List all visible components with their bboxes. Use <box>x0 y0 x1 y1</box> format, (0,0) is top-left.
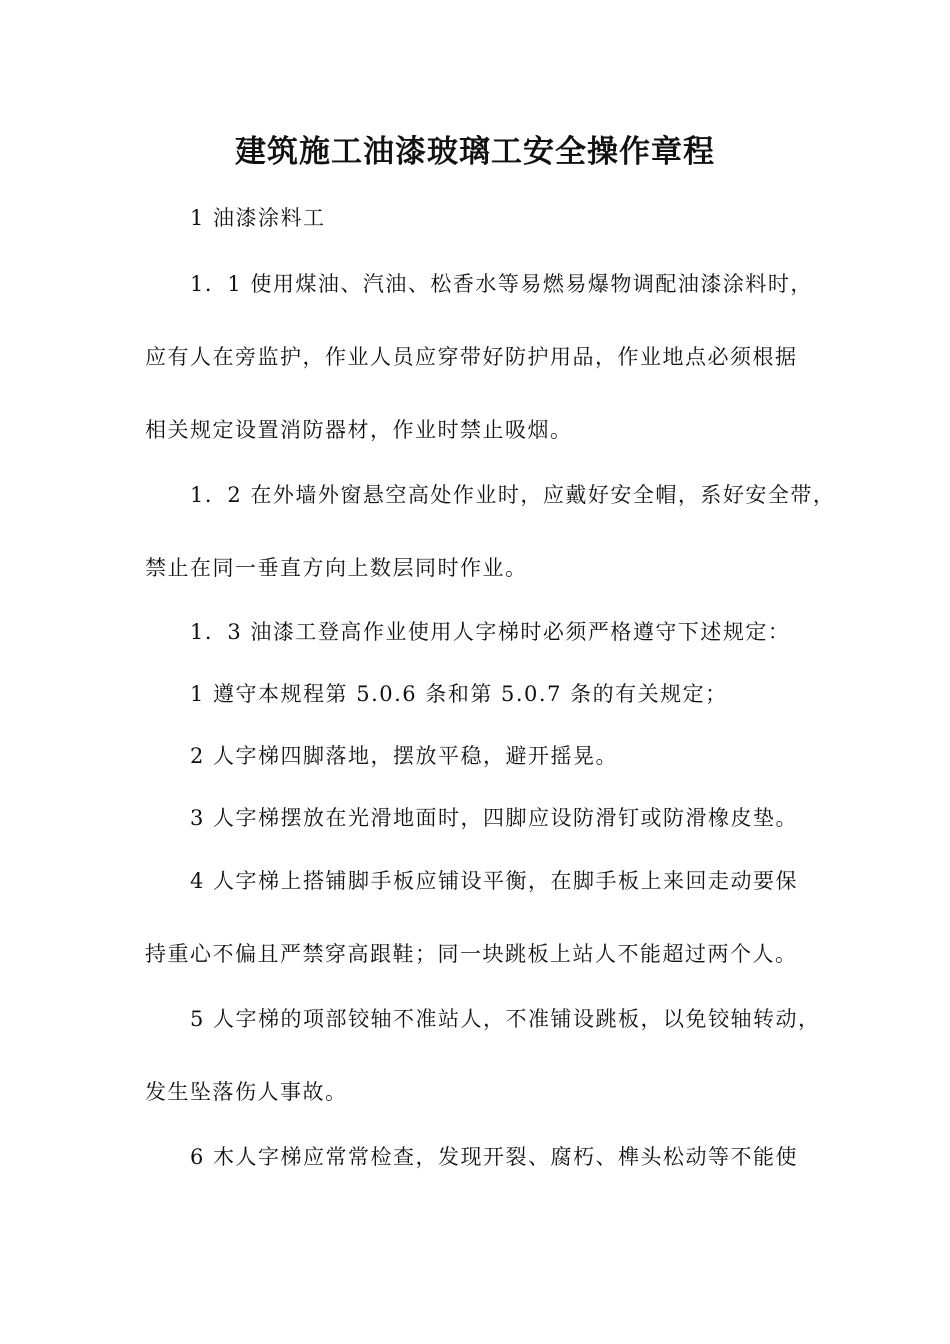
section-heading: 1 油漆涂料工 <box>190 206 326 230</box>
list-item-line: 1 遵守本规程第 5.0.6 条和第 5.0.7 条的有关规定； <box>190 682 728 706</box>
document-title: 建筑施工油漆玻璃工安全操作章程 <box>235 134 715 170</box>
paragraph-line: 1．1 使用煤油、汽油、松香水等易燃易爆物调配油漆涂料时， <box>190 272 813 296</box>
paragraph-line: 应有人在旁监护，作业人员应穿带好防护用品，作业地点必须根据 <box>145 345 798 369</box>
paragraph-line: 1．2 在外墙外窗悬空高处作业时，应戴好安全帽，系好安全带， <box>190 483 836 507</box>
list-item-line: 6 木人字梯应常常检查，发现开裂、腐朽、榫头松动等不能使 <box>190 1145 799 1169</box>
list-item-line: 持重心不偏且严禁穿高跟鞋；同一块跳板上站人不能超过两个人。 <box>145 942 798 966</box>
list-item-line: 发生坠落伤人事故。 <box>145 1080 348 1104</box>
paragraph-line: 1．3 油漆工登高作业使用人字梯时必须严格遵守下述规定： <box>190 620 791 644</box>
list-item-line: 4 人字梯上搭铺脚手板应铺设平衡，在脚手板上来回走动要保 <box>190 869 799 893</box>
paragraph-line: 相关规定设置消防器材，作业时禁止吸烟。 <box>145 418 573 442</box>
list-item-line: 3 人字梯摆放在光滑地面时，四脚应设防滑钉或防滑橡皮垫。 <box>190 806 799 830</box>
list-item-line: 2 人字梯四脚落地，摆放平稳，避开摇晃。 <box>190 744 619 768</box>
list-item-line: 5 人字梯的项部铰轴不准站人，不准铺设跳板，以免铰轴转动， <box>190 1007 821 1031</box>
paragraph-line: 禁止在同一垂直方向上数层同时作业。 <box>145 556 528 580</box>
